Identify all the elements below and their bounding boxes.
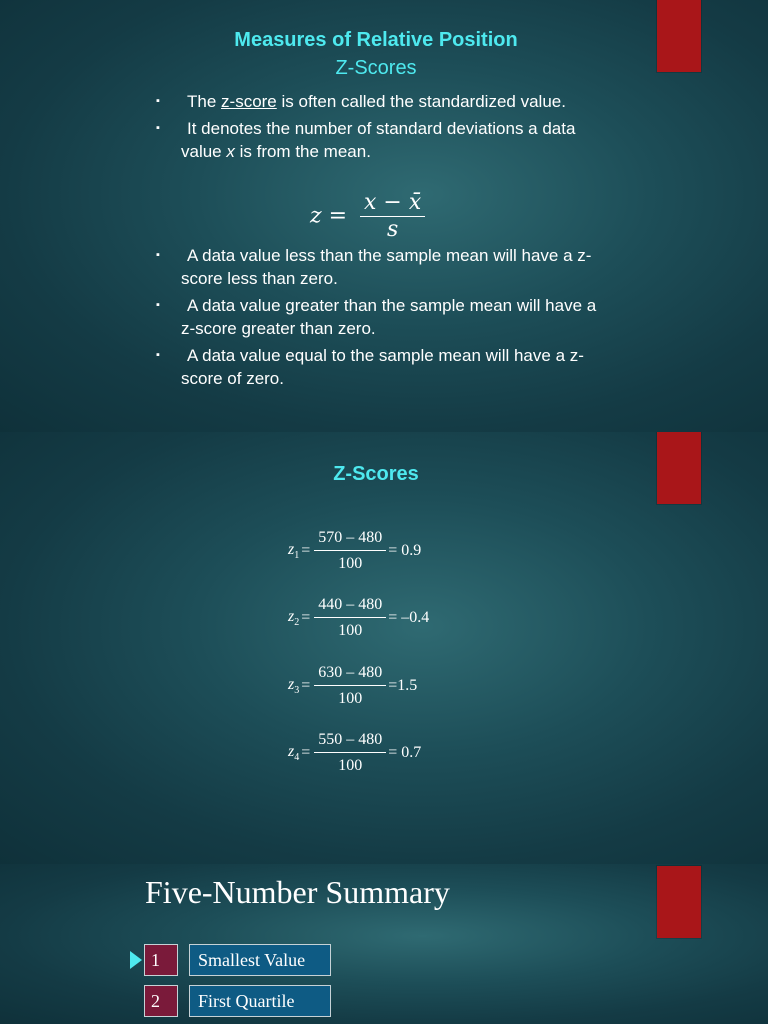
bullet-item	[156, 294, 606, 340]
play-arrow-icon	[130, 951, 142, 969]
summary-item[interactable]	[130, 944, 331, 976]
slide-title: Measures of Relative Position	[234, 29, 518, 51]
bullet-text: A data value greater than the sample mean will have a z-score greater than zero.	[181, 296, 597, 338]
slide-subtitle: Z-Scores	[335, 57, 417, 79]
item-label[interactable]: Smallest Value	[189, 944, 331, 976]
formula-lhs: z =	[310, 203, 348, 229]
slide-z-scores	[0, 432, 768, 864]
accent-bar	[657, 866, 701, 938]
variable-x: x	[226, 142, 235, 161]
item-label[interactable]: First Quartile	[189, 985, 331, 1017]
equation-result: =1.5	[388, 677, 418, 694]
bullet-item	[156, 90, 606, 113]
slide-title: Z-Scores	[333, 463, 419, 485]
z-score-link[interactable]: z-score	[221, 92, 277, 111]
equation-fraction: $\frac{440 - 480}{100}$	[314, 596, 386, 640]
formula-numerator: x − x̄	[360, 190, 425, 217]
item-number: 2	[144, 985, 178, 1017]
bullet-text: A data value less than the sample mean will have a z-score less than zero.	[181, 246, 592, 288]
equation-result: = 0.7	[388, 744, 422, 761]
bullet-text: It denotes the number of standard deviations a data value	[181, 119, 576, 161]
formula-fraction	[360, 190, 425, 243]
equation-fraction: $\frac{630 - 480}{100}$	[314, 664, 386, 708]
summary-item[interactable]	[130, 985, 331, 1017]
slide-five-number-summary	[0, 864, 768, 1024]
bullet-text: is from the mean.	[234, 142, 371, 161]
slide-relative-position	[0, 0, 768, 432]
equation-variable: $z_2$	[288, 607, 300, 629]
spacer	[130, 992, 142, 1010]
bullet-item	[156, 117, 606, 163]
bullet-text: A data value equal to the sample mean will have a z-score of zero.	[181, 346, 584, 388]
bullet-list	[156, 90, 606, 167]
z-score-formula	[310, 190, 425, 243]
equation-variable: $z_3$	[288, 675, 300, 697]
formula-denominator: s	[387, 217, 399, 242]
z-equation: $z_3$ = $\frac{630 - 480}{100}$ =1.5	[288, 664, 418, 707]
item-number: 1	[144, 944, 178, 976]
z-equation: $z_2$ = $\frac{440 - 480}{100}$ = –0.4	[288, 596, 430, 639]
bullet-list	[156, 244, 606, 394]
bullet-text: The	[187, 92, 222, 111]
equation-result: = 0.9	[388, 542, 422, 559]
bullet-text: is often called the standardized value.	[276, 92, 566, 111]
equation-fraction: $\frac{570 - 480}{100}$	[314, 529, 386, 573]
bullet-item	[156, 244, 606, 290]
z-equation: $z_1$ = $\frac{570 - 480}{100}$ = 0.9	[288, 529, 422, 572]
slide-title: Five-Number Summary	[145, 874, 450, 910]
z-equation: $z_4$ = $\frac{550 - 480}{100}$ = 0.7	[288, 731, 422, 774]
equation-fraction: $\frac{550 - 480}{100}$	[314, 731, 386, 775]
equation-variable: $z_1$	[288, 540, 300, 562]
equation-result: = –0.4	[388, 609, 430, 626]
equation-variable: $z_4$	[288, 742, 300, 764]
bullet-item	[156, 344, 606, 390]
